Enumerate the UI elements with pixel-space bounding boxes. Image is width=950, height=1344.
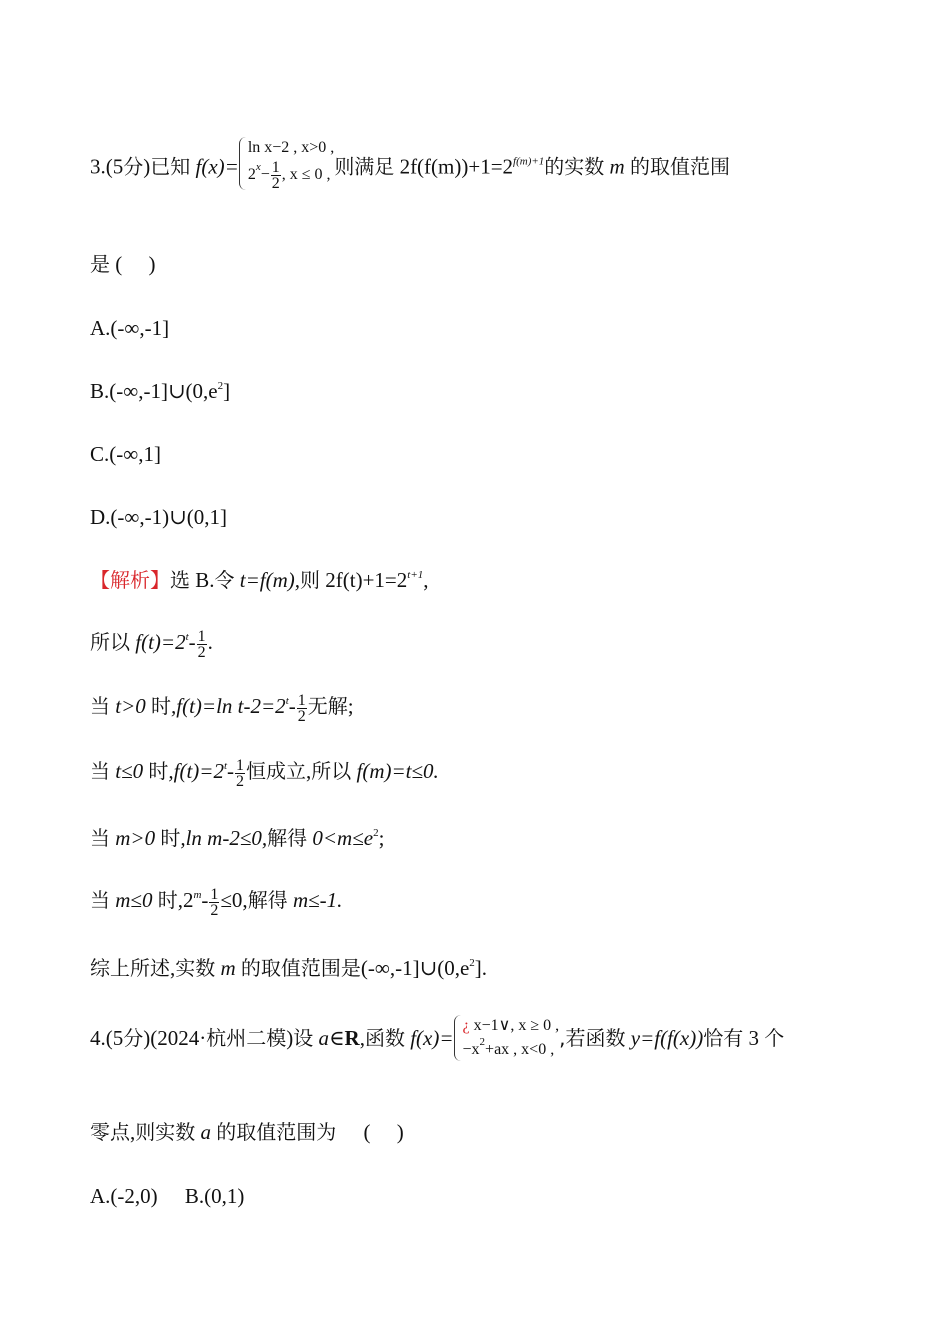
q3-stem-line1: 3.(5分)已知 f(x)= ln x−2 , x>0 , $2^x-$ $\frac{1}{2}$ , x ≤ 0 , 则满足 $2f(f(m))+1=2^{f(m)+1}$的实数 m 的取值范围	[90, 146, 730, 191]
solution-line2: 所以 $f(t)=2^t-$ $\frac{1}{2}$ .	[90, 627, 213, 661]
solution-tag: 【解析】	[90, 568, 170, 592]
q3-option-d: D.(-∞,-1)∪(0,1]	[90, 505, 227, 529]
q4-case2: $-x^2+ax$ , x<0 ,	[462, 1036, 555, 1058]
q3-piecewise	[239, 136, 335, 191]
solution-line5: 当 m>0 时,ln m-2≤0,解得 $0<m\le e^2$;	[90, 826, 385, 850]
solution-line4: 当 t≤0 时$,f(t)=2^t-$ $\frac{1}{2}$ 恒成立,所以 f(m)=t≤0.	[90, 756, 439, 790]
left-brace-icon	[239, 137, 246, 190]
q3-option-b: $B.(-\infty,-1]\cup(0,e^2]$	[90, 379, 231, 403]
q3-case1: ln x−2 , x>0 ,	[247, 139, 335, 156]
q3-option-a: A.(-∞,-1]	[90, 316, 170, 340]
q3-half-fraction: $\frac{1}{2}$	[271, 159, 280, 192]
solution-line6: 当 m≤0 时,2$^m$- $\frac{1}{2}$ ≤0,解得 m≤-1.	[90, 885, 343, 919]
q4-broken-glyph: ¿	[462, 1017, 470, 1034]
q4-option-a: A.(-2,0)	[90, 1184, 158, 1208]
q4-option-b: B.(0,1)	[184, 1184, 245, 1208]
q4-options-line	[90, 1182, 244, 1210]
q3-function-name: f(x)=	[195, 154, 239, 179]
half-fraction: $\frac{1}{2}$	[236, 756, 245, 790]
solution-line1: 【解析】选 B.令 t=f(m),则 $2f(t)+1=2^{t+1}$,	[90, 568, 429, 592]
q4-stem-line2: 零点,则实数 a 的取值范围为 ( )	[90, 1120, 404, 1144]
half-fraction: $\frac{1}{2}$	[197, 627, 206, 661]
left-brace-icon	[454, 1015, 461, 1061]
q3-option-c: C.(-∞,1]	[90, 442, 161, 466]
q3-case2: $2^x-$ $\frac{1}{2}$ , x ≤ 0 ,	[247, 159, 331, 192]
half-fraction: $\frac{1}{2}$	[297, 691, 306, 725]
solution-line3: 当 t>0 时,f(t)=ln $t-2=2^t-$ $\frac{1}{2}$ 无解;	[90, 691, 354, 725]
q3-equation: 2f(f(m))+1=2	[399, 154, 514, 179]
solution-line7: 综上所述,实数 m 的取值范围是$(-\infty,-1]\cup(0,e^2]$.	[90, 956, 488, 980]
q3-stem-line2: 是 ( )	[90, 252, 156, 276]
half-fraction: $\frac{1}{2}$	[210, 885, 219, 919]
q4-stem-line1: 4.(5分)(2024·杭州二模)设 a∈R,函数 f(x)= ¿ x−1∨, x ≥ 0 , $-x^2+ax$ , x<0 , ,若函数 y=f(f(x))恰有 3 个	[90, 1018, 784, 1062]
q4-piecewise	[454, 1014, 560, 1062]
q3-answer-blank: ( )	[115, 252, 156, 276]
q4-answer-blank: ( )	[363, 1120, 404, 1144]
q4-case1: ¿ x−1∨, x ≥ 0 ,	[462, 1017, 560, 1034]
